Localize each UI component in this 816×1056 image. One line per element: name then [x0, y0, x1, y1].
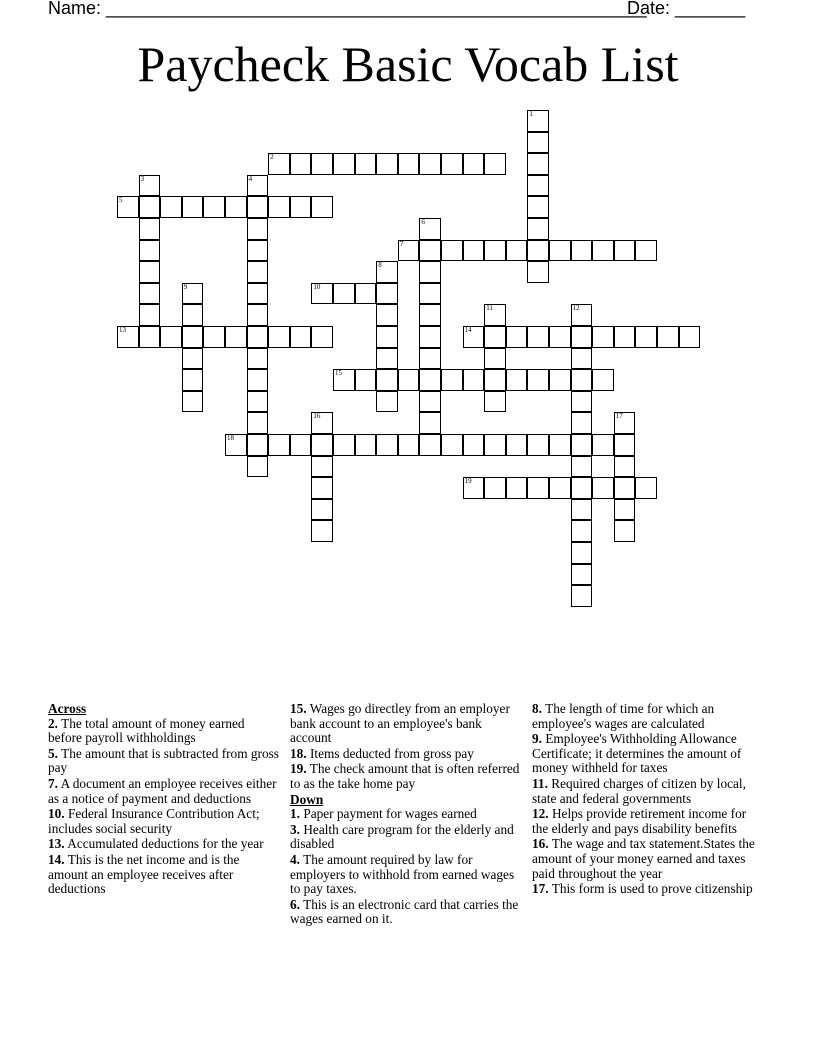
crossword-cell[interactable] [247, 240, 269, 262]
clue-number-label: 8 [378, 261, 382, 270]
crossword-cell[interactable] [333, 283, 355, 305]
across-clue: 13. Accumulated deductions for the year [48, 836, 264, 852]
crossword-cell[interactable] [614, 499, 636, 521]
clue-number-label: 9 [183, 282, 188, 291]
crossword-cell[interactable] [441, 153, 463, 175]
crossword-cell[interactable] [419, 240, 441, 262]
crossword-cell[interactable] [247, 348, 269, 370]
crossword-cell[interactable] [398, 369, 420, 391]
crossword-cell[interactable] [571, 326, 593, 348]
crossword-cell[interactable] [506, 369, 528, 391]
crossword-cell[interactable] [527, 218, 549, 240]
crossword-cell[interactable] [484, 240, 506, 262]
crossword-cell[interactable] [549, 369, 571, 391]
crossword-cell[interactable] [182, 348, 204, 370]
clue-number-label: 11 [486, 304, 493, 313]
crossword-cell[interactable] [139, 283, 161, 305]
crossword-cell[interactable] [355, 153, 377, 175]
crossword-cell[interactable] [614, 240, 636, 262]
crossword-cell[interactable] [527, 369, 549, 391]
crossword-cell[interactable] [247, 196, 269, 218]
clue-number-label: 19 [464, 477, 472, 486]
across-clue: 14. This is the net income and is the amount an employee receives after deductions [48, 851, 240, 897]
crossword-cell[interactable] [614, 434, 636, 456]
crossword-cell[interactable] [441, 369, 463, 391]
crossword-cell[interactable] [484, 153, 506, 175]
crossword-cell[interactable] [419, 348, 441, 370]
crossword-cell[interactable] [463, 369, 485, 391]
crossword-cell[interactable] [139, 240, 161, 262]
crossword-cell[interactable] [311, 520, 333, 542]
crossword-cell[interactable] [571, 520, 593, 542]
across-clue: 15. Wages go directley from an employer bank account to an employee's bank account [290, 701, 510, 746]
date-field-label: Date: _______ [627, 0, 746, 18]
down-clue: 12. Helps provide retirement income for the elderly and pays disability benefits [532, 806, 747, 836]
crossword-cell[interactable] [182, 391, 204, 413]
crossword-cell[interactable] [419, 283, 441, 305]
crossword-cell[interactable] [506, 326, 528, 348]
across-clue: 19. The check amount that is often referred to as the take home pay [290, 761, 520, 791]
crossword-cell[interactable] [506, 434, 528, 456]
down-clue: 6. This is an electronic card that carries the wages earned on it. [290, 896, 519, 927]
crossword-cell[interactable] [355, 283, 377, 305]
crossword-cell[interactable] [419, 304, 441, 326]
clue-number-label: 17 [615, 412, 623, 421]
down-clue: 17. This form is used to prove citizenship [532, 881, 753, 897]
crossword-cell[interactable] [679, 326, 701, 348]
crossword-cell[interactable] [571, 348, 593, 370]
crossword-cell[interactable] [376, 434, 398, 456]
crossword-cell[interactable] [527, 240, 549, 262]
crossword-cell[interactable] [571, 369, 593, 391]
crossword-cell[interactable] [311, 326, 333, 348]
crossword-cell[interactable] [182, 196, 204, 218]
crossword-cell[interactable] [311, 477, 333, 499]
crossword-cell[interactable] [160, 196, 182, 218]
crossword-cell[interactable] [290, 434, 312, 456]
crossword-cell[interactable] [398, 153, 420, 175]
crossword-cell[interactable] [139, 261, 161, 283]
clue-number-label: 4 [248, 174, 253, 183]
clue-number-label: 16 [313, 412, 321, 421]
crossword-cell[interactable] [614, 520, 636, 542]
crossword-cell[interactable] [182, 369, 204, 391]
crossword-cell[interactable] [571, 240, 593, 262]
crossword-cell[interactable] [419, 434, 441, 456]
crossword-cell[interactable] [247, 283, 269, 305]
crossword-cell[interactable] [419, 261, 441, 283]
crossword-cell[interactable] [268, 434, 290, 456]
across-clue: 7. A document an employee receives either as a notice of payment and deductions [48, 775, 277, 806]
across-clue: 2. The total amount of money earned before payroll withholdings [48, 715, 245, 746]
crossword-cell[interactable] [614, 456, 636, 478]
crossword-cell[interactable] [592, 369, 614, 391]
down-heading: Down [290, 791, 324, 807]
crossword-cell[interactable] [139, 326, 161, 348]
crossword-cell[interactable] [419, 391, 441, 413]
crossword-cell[interactable] [441, 434, 463, 456]
crossword-cell[interactable] [527, 434, 549, 456]
crossword-cell[interactable] [549, 434, 571, 456]
down-clue: 16. The wage and tax statement.States the amount of your money earned and taxes paid throughout the year [532, 836, 755, 881]
crossword-cell[interactable] [247, 261, 269, 283]
crossword-cell[interactable] [614, 477, 636, 499]
clue-number-label: 10 [313, 282, 321, 291]
clue-number-label: 3 [140, 174, 145, 183]
crossword-cell[interactable] [290, 153, 312, 175]
crossword-cell[interactable] [419, 326, 441, 348]
crossword-cell[interactable] [290, 196, 312, 218]
crossword-cell[interactable] [527, 153, 549, 175]
name-field-label: Name: ______________________________________________________ [48, 0, 647, 18]
crossword-cell[interactable] [311, 499, 333, 521]
crossword-cell[interactable] [247, 456, 269, 478]
clue-column-2 [290, 702, 522, 928]
crossword-cell[interactable] [160, 326, 182, 348]
crossword-cell[interactable] [355, 434, 377, 456]
clue-number-label: 1 [529, 110, 533, 118]
crossword-cell[interactable] [549, 477, 571, 499]
down-clue: 3. Health care program for the elderly and disabled [290, 821, 514, 852]
crossword-cell[interactable] [592, 477, 614, 499]
crossword-cell[interactable] [203, 196, 225, 218]
clue-number-label: 5 [119, 196, 123, 205]
crossword-cell[interactable] [635, 326, 657, 348]
clue-number-label: 7 [399, 239, 404, 248]
crossword-cell[interactable] [203, 326, 225, 348]
crossword-cell[interactable] [268, 196, 290, 218]
crossword-cell[interactable] [419, 153, 441, 175]
crossword-cell[interactable] [571, 585, 593, 607]
crossword-cell[interactable] [484, 369, 506, 391]
crossword-cell[interactable] [247, 326, 269, 348]
down-clue: 4. The amount required by law for employers to withhold from earned wages to pay taxes. [290, 851, 515, 897]
crossword-cell[interactable] [657, 326, 679, 348]
crossword-cell[interactable] [549, 240, 571, 262]
crossword-cell[interactable] [376, 283, 398, 305]
down-clue: 9. Employee's Withholding Allowance Certificate; it determines the amount of money withheld for taxes [532, 731, 742, 776]
across-clue: 10. Federal Insurance Contribution Act; includes social security [48, 806, 260, 836]
crossword-cell[interactable] [311, 196, 333, 218]
crossword-cell[interactable] [247, 391, 269, 413]
across-heading: Across [48, 701, 87, 716]
page-title: Paycheck Basic Vocab List [137, 36, 679, 92]
crossword-cell[interactable] [527, 477, 549, 499]
clue-number-label: 12 [572, 304, 580, 313]
crossword-cell[interactable] [484, 348, 506, 370]
crossword-cell[interactable] [247, 412, 269, 434]
crossword-cell[interactable] [268, 326, 290, 348]
crossword-cell[interactable] [527, 175, 549, 197]
crossword-cell[interactable] [635, 477, 657, 499]
clue-number-label: 6 [421, 218, 425, 226]
across-clue: 5. The amount that is subtracted from gross pay [48, 745, 279, 776]
crossword-cell[interactable] [333, 153, 355, 175]
clue-column-1 [48, 702, 280, 898]
clue-number-label: 2 [270, 153, 274, 162]
crossword-cell[interactable] [139, 218, 161, 240]
crossword-cell[interactable] [247, 218, 269, 240]
crossword-cell[interactable] [139, 196, 161, 218]
clue-number-label: 15 [335, 369, 342, 378]
crossword-cell[interactable] [376, 304, 398, 326]
crossword-cell[interactable] [571, 564, 593, 586]
crossword-cell[interactable] [484, 477, 506, 499]
down-clue: 11. Required charges of citizen by local, state and federal governments [532, 775, 746, 806]
crossword-cell[interactable] [398, 434, 420, 456]
crossword-cell[interactable] [463, 153, 485, 175]
across-clue: 18. Items deducted from gross pay [290, 745, 474, 761]
crossword-cell[interactable] [139, 304, 161, 326]
crossword-cell[interactable] [592, 240, 614, 262]
crossword-cell[interactable] [463, 434, 485, 456]
crossword-cell[interactable] [484, 434, 506, 456]
down-clue: 8. The length of time for which an employee's wages are calculated [532, 701, 715, 731]
crossword-cell[interactable] [635, 240, 657, 262]
crossword-cell[interactable] [441, 240, 463, 262]
crossword-cell[interactable] [247, 304, 269, 326]
crossword-cell[interactable] [571, 477, 593, 499]
crossword-cell[interactable] [463, 240, 485, 262]
crossword-cell[interactable] [376, 326, 398, 348]
crossword-cell[interactable] [484, 326, 506, 348]
crossword-cell[interactable] [376, 153, 398, 175]
crossword-cell[interactable] [527, 326, 549, 348]
crossword-cell[interactable] [527, 196, 549, 218]
crossword-cell[interactable] [311, 434, 333, 456]
crossword-cell[interactable] [225, 196, 247, 218]
crossword-cell[interactable] [592, 434, 614, 456]
crossword-cell[interactable] [506, 477, 528, 499]
crossword-cell[interactable] [419, 369, 441, 391]
crossword-cell[interactable] [182, 326, 204, 348]
crossword-cell[interactable] [376, 369, 398, 391]
crossword-cell[interactable] [355, 369, 377, 391]
crossword-cell[interactable] [571, 391, 593, 413]
crossword-cell[interactable] [182, 304, 204, 326]
clue-number-label: 13 [119, 326, 126, 334]
crossword-cell[interactable] [247, 434, 269, 456]
crossword-cell[interactable] [419, 412, 441, 434]
down-clue: 1. Paper payment for wages earned [290, 806, 477, 822]
clue-number-label: 14 [464, 326, 472, 334]
crossword-cell[interactable] [571, 456, 593, 478]
crossword-cell[interactable] [527, 132, 549, 154]
crossword-cell[interactable] [592, 326, 614, 348]
clue-number-label: 18 [227, 434, 234, 442]
crossword-cell[interactable] [376, 391, 398, 413]
crossword-cell[interactable] [549, 326, 571, 348]
crossword-cell[interactable] [506, 240, 528, 262]
clue-column-3 [532, 702, 764, 898]
crossword-cell[interactable] [571, 499, 593, 521]
crossword-cell[interactable] [376, 348, 398, 370]
crossword-cell[interactable] [247, 369, 269, 391]
crossword-cell[interactable] [571, 412, 593, 434]
crossword-cell[interactable] [571, 542, 593, 564]
crossword-cell[interactable] [571, 434, 593, 456]
crossword-cell[interactable] [311, 456, 333, 478]
crossword-cell[interactable] [290, 326, 312, 348]
crossword-cell[interactable] [225, 326, 247, 348]
crossword-cell[interactable] [311, 153, 333, 175]
crossword-cell[interactable] [614, 326, 636, 348]
crossword-cell[interactable] [333, 434, 355, 456]
crossword-cell[interactable] [527, 261, 549, 283]
crossword-cell[interactable] [484, 391, 506, 413]
